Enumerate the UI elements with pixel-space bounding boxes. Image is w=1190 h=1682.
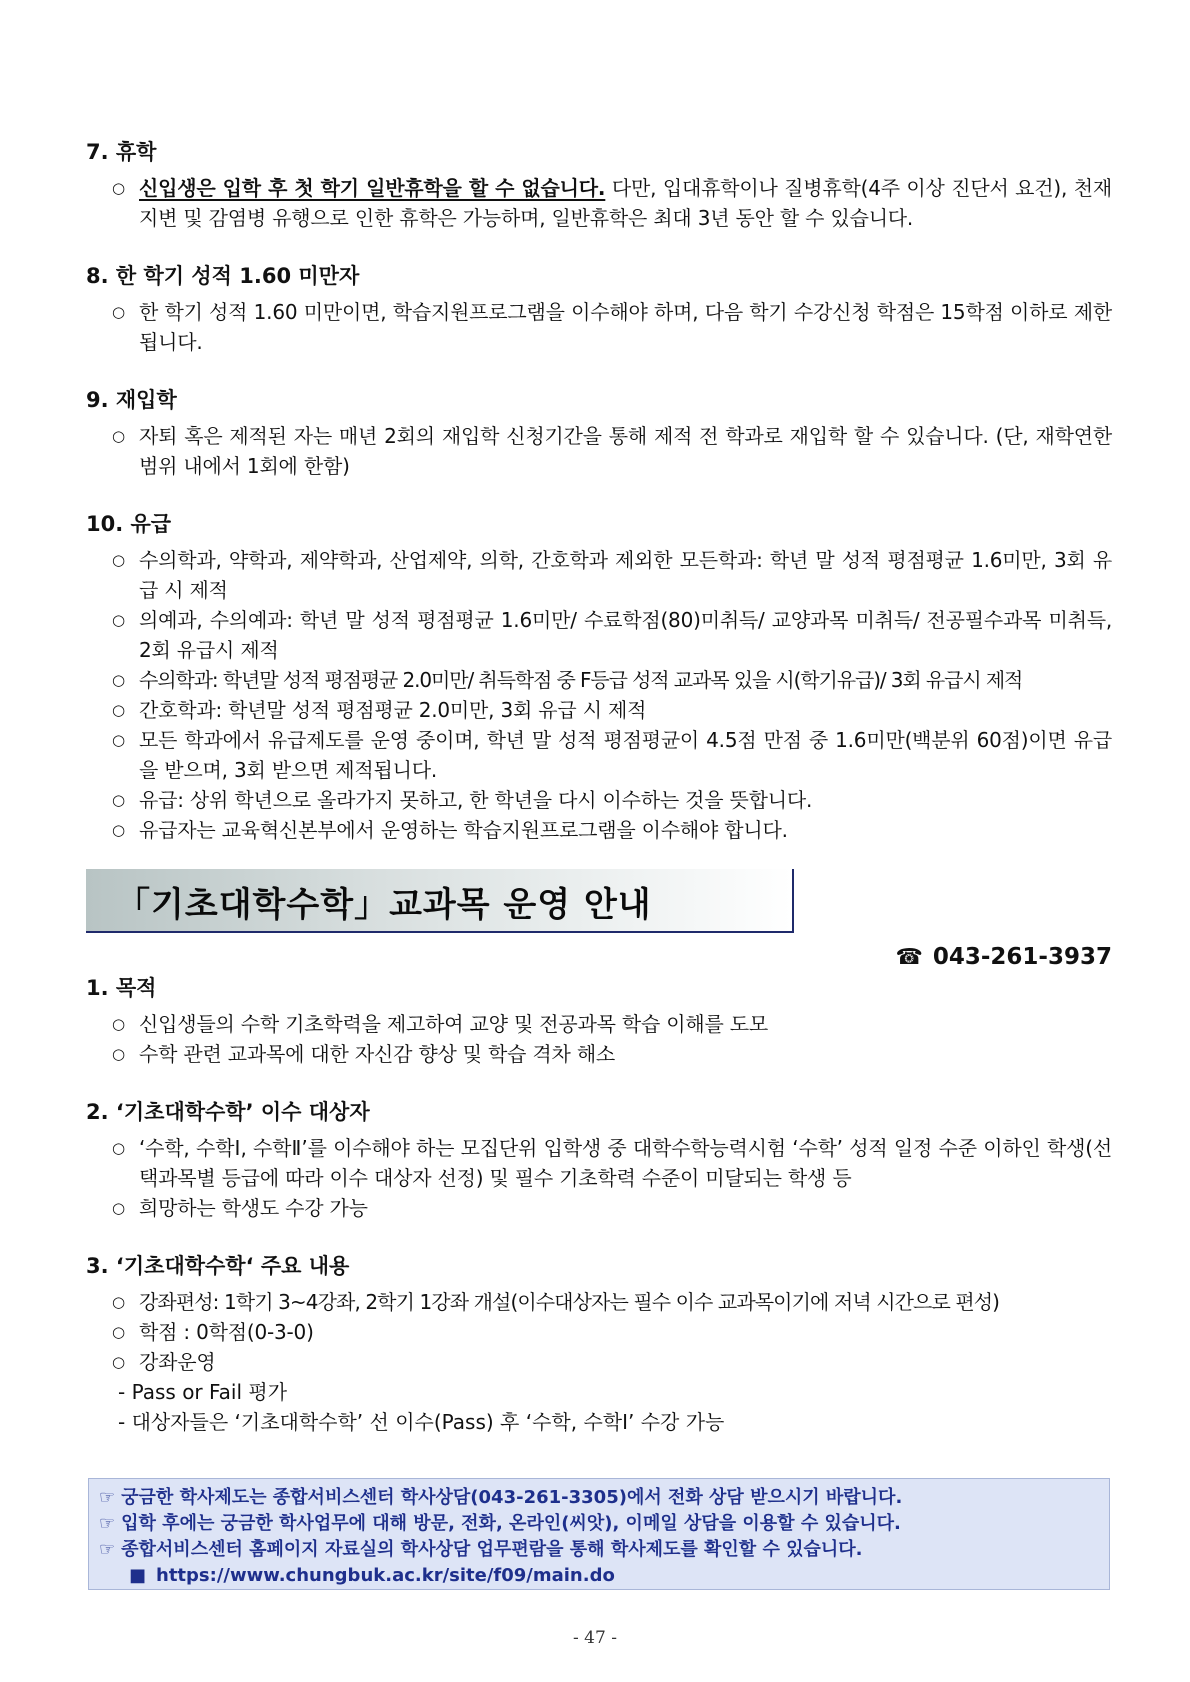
section-title: 3. ‘기초대학수학‘ 주요 내용 (86, 1254, 350, 1278)
list-item: ○ 수의학과: 학년말 성적 평점평균 2.0미만/ 취득학점 중 F등급 성적 교과목 있을 시(학기유급)/ 3회 유급시 제적 (86, 665, 1112, 695)
section-title: 8. 한 학기 성적 1.60 미만자 (86, 264, 360, 288)
section-leave-of-absence (86, 137, 1112, 233)
info-text: 입학 후에는 궁금한 학사업무에 대해 방문, 전화, 온라인(씨앗), 이메일 상담을 이용할 수 있습니다. (121, 1513, 901, 1534)
list-item: ○ 자퇴 혹은 제적된 자는 매년 2회의 재입학 신청기간을 통해 제적 전 학과로 재입학 할 수 있습니다. (단, 재학연한 범위 내에서 1회에 한함) (86, 421, 1112, 481)
list-item: ○ 강좌편성: 1학기 3~4강좌, 2학기 1강좌 개설(이수대상자는 필수 이수 교과목이기에 저녁 시간으로 편성) (86, 1287, 1112, 1317)
section-title: 9. 재입학 (86, 388, 177, 412)
list-item: ○ 한 학기 성적 1.60 미만이면, 학습지원프로그램을 이수해야 하며, 다음 학기 수강신청 학점은 15학점 이하로 제한됩니다. (86, 297, 1112, 357)
list-item: ○ 모든 학과에서 유급제도를 운영 중이며, 학년 말 성적 평점평균이 4.5점 만점 중 1.6미만(백분위 60점)이면 유급을 받으며, 3회 받으면 제적됩니다. (86, 725, 1112, 785)
phone-number: 043-261-3937 (932, 944, 1112, 970)
website-link[interactable]: https://www.chungbuk.ac.kr/site/f09/main.do (156, 1565, 615, 1586)
telephone-icon: ☎ (895, 945, 923, 970)
section-purpose (86, 973, 1112, 1069)
emphasis-text: 신입생은 입학 후 첫 학기 일반휴학을 할 수 없습니다. (139, 176, 606, 200)
list-item: ○ ‘수학, 수학Ⅰ, 수학Ⅱ’를 이수해야 하는 모집단위 입학생 중 대학수학능력시험 ‘수학’ 성적 일정 수준 이하인 학생(선택과목별 등급에 따라 이수 대상자 선정) 및 필수 기초학력 수준이 미달되는 학생 등 (86, 1133, 1112, 1193)
dash-item: - Pass or Fail 평가 (118, 1380, 288, 1404)
item-text: 다만, 입대휴학이나 질병휴학(4주 이상 진단서 요건), 천재지변 및 감염병 유행으로 인한 휴학은 가능하며, 일반휴학은 최대 3년 동안 할 수 있습니다. (139, 176, 1112, 230)
info-line (99, 1485, 1099, 1511)
banner-title: 「기초대학수학」교과목 운영 안내 (116, 885, 652, 925)
info-url-line (99, 1563, 1099, 1589)
section-main-content (86, 1251, 1112, 1437)
list-item: ○ 유급자는 교육혁신본부에서 운영하는 학습지원프로그램을 이수해야 합니다. (86, 815, 1112, 845)
list-item: ○ 희망하는 학생도 수강 가능 (86, 1193, 1112, 1223)
square-bullet-icon: ■ (129, 1565, 147, 1586)
list-item: ○ 학점 : 0학점(0-3-0) (86, 1317, 1112, 1347)
section-title: 2. ‘기초대학수학’ 이수 대상자 (86, 1100, 370, 1124)
pointing-hand-icon: ☞ (99, 1487, 116, 1508)
info-box (88, 1478, 1110, 1590)
pointing-hand-icon: ☞ (99, 1513, 116, 1534)
list-item: ○ 수학 관련 교과목에 대한 자신감 향상 및 학습 격차 해소 (86, 1039, 1112, 1069)
course-banner (86, 869, 1112, 935)
section-title: 10. 유급 (86, 512, 172, 536)
info-text: 종합서비스센터 홈페이지 자료실의 학사상담 업무편람을 통해 학사제도를 확인할 수 있습니다. (121, 1539, 863, 1560)
section-title: 7. 휴학 (86, 140, 157, 164)
info-text: 궁금한 학사제도는 종합서비스센터 학사상담(043-261-3305)에서 전화 상담 받으시기 바랍니다. (121, 1487, 903, 1508)
section-eligible-students (86, 1097, 1112, 1223)
info-line (99, 1511, 1099, 1537)
section-low-gpa (86, 261, 1112, 357)
list-item: ○ 간호학과: 학년말 성적 평점평균 2.0미만, 3회 유급 시 제적 (86, 695, 1112, 725)
section-readmission (86, 385, 1112, 481)
page-number: - 47 - (573, 1628, 617, 1648)
list-item: ○ 강좌운영 (86, 1347, 1112, 1377)
list-item (86, 173, 1112, 233)
list-item: ○ 신입생들의 수학 기초학력을 제고하여 교양 및 전공과목 학습 이해를 도모 (86, 1009, 1112, 1039)
list-item: ○ 유급: 상위 학년으로 올라가지 못하고, 한 학년을 다시 이수하는 것을 뜻합니다. (86, 785, 1112, 815)
pointing-hand-icon: ☞ (99, 1539, 116, 1560)
section-title: 1. 목적 (86, 976, 157, 1000)
list-item: ○ 의예과, 수의예과: 학년 말 성적 평점평균 1.6미만/ 수료학점(80)미취득/ 교양과목 미취득/ 전공필수과목 미취득, 2회 유급시 제적 (86, 605, 1112, 665)
content-column (86, 137, 1112, 1465)
list-item: ○ 수의학과, 약학과, 제약학과, 산업제약, 의학, 간호학과 제외한 모든학과: 학년 말 성적 평점평균 1.6미만, 3회 유급 시 제적 (86, 545, 1112, 605)
contact-phone (86, 941, 1112, 973)
dash-item: - 대상자들은 ‘기초대학수학’ 선 이수(Pass) 후 ‘수학, 수학Ⅰ’ 수강 가능 (118, 1410, 725, 1434)
info-line (99, 1537, 1099, 1563)
section-repeat-year (86, 509, 1112, 845)
